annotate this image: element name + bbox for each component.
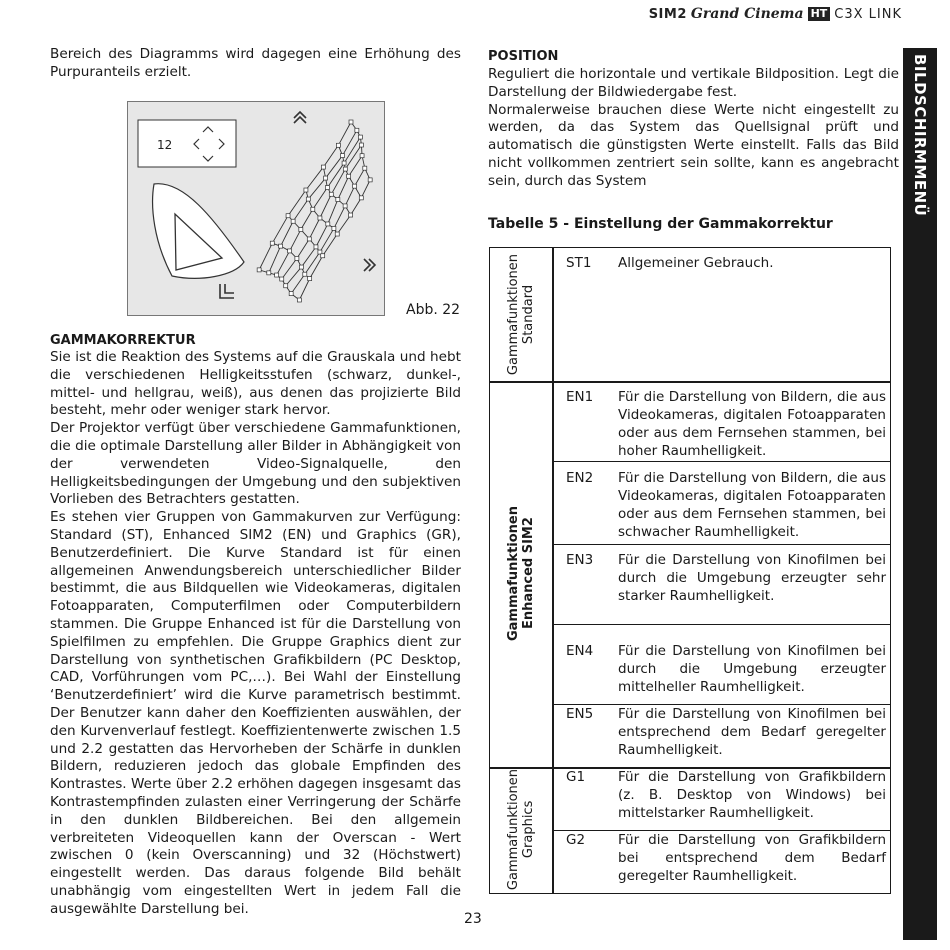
gamma-desc: Allgemeiner Gebrauch. — [618, 255, 774, 271]
warped-grid-icon — [257, 120, 372, 302]
grid-node — [343, 167, 347, 171]
grid-node — [275, 273, 279, 277]
grid-line — [293, 199, 308, 221]
grid-node — [303, 272, 307, 276]
grid-node — [363, 166, 367, 170]
gamma-desc: Für die Darstellung von Kinofilmen bei durch die Umgebung erzeugter mittelheller Raumhelligkeit. — [618, 643, 886, 695]
grid-line — [299, 279, 309, 300]
row-divider — [552, 544, 890, 545]
group-label-line: Gammafunktionen — [506, 769, 521, 891]
grid-node — [349, 120, 353, 124]
grid-node — [353, 184, 357, 188]
grid-line — [288, 190, 306, 216]
grid-node — [280, 277, 284, 281]
grid-node — [368, 178, 372, 182]
table-title: Tabelle 5 - Einstellung der Gammakorrektur — [488, 216, 833, 232]
gamma-code: G1 — [566, 769, 586, 785]
grid-node — [297, 298, 301, 302]
gamma-code: G2 — [566, 832, 586, 848]
gamma-table — [489, 247, 891, 894]
grid-node — [267, 271, 271, 275]
grid-node — [257, 268, 261, 272]
grid-node — [311, 207, 315, 211]
grid-line — [345, 186, 354, 206]
double-chevron-up-icon — [294, 112, 306, 123]
grid-line — [316, 224, 328, 247]
gamma-code: EN5 — [566, 706, 594, 722]
grid-node — [314, 245, 318, 249]
gamma-code: EN4 — [566, 643, 594, 659]
grid-node — [343, 204, 347, 208]
group-label-line: Gammafunktionen — [506, 253, 521, 376]
grid-line — [301, 209, 313, 229]
brand-grand-cinema: Grand Cinema — [690, 6, 804, 22]
grid-node — [284, 284, 288, 288]
row-divider — [552, 461, 890, 462]
grid-line — [355, 168, 365, 186]
grid-line — [326, 156, 343, 179]
grid-node — [299, 228, 303, 232]
grid-node — [289, 292, 293, 296]
page-number: 23 — [464, 911, 482, 927]
row-divider — [552, 624, 890, 625]
grid-node — [306, 197, 310, 201]
grid-line — [301, 247, 316, 267]
brand-ht: HT — [808, 7, 831, 21]
grid-line — [306, 167, 323, 190]
grid-node — [304, 188, 308, 192]
grid-node — [308, 277, 312, 281]
grid-node — [349, 213, 353, 217]
grid-line — [351, 198, 362, 215]
group-label-graphics — [490, 767, 552, 893]
position-body — [488, 66, 899, 191]
grid-line — [269, 246, 281, 273]
gamma-desc: Für die Darstellung von Bildern, die aus Videokameras, digitalen Fotoapparaten oder aus dem Fernsehen stammen, bei hoher Raumhelligkeit. — [618, 389, 886, 459]
grid-node — [359, 196, 363, 200]
gammakorrektur-heading: GAMMAKORREKTUR — [50, 333, 196, 348]
grid-line — [338, 122, 351, 145]
corner-bracket-icon — [220, 284, 234, 298]
grid-node — [347, 174, 351, 178]
gamma-code: EN3 — [566, 552, 594, 568]
group-label-line: Graphics — [521, 801, 536, 859]
figure-caption: Abb. 22 — [406, 302, 461, 318]
grid-node — [324, 176, 328, 180]
gamma-code: EN1 — [566, 389, 594, 405]
grid-line — [259, 243, 272, 270]
grid-node — [358, 135, 362, 139]
gamma-desc: Für die Darstellung von Bildern, die aus Videokameras, digitalen Fotoapparaten oder aus dem Fernsehen stammen, bei schwacher Raumhelligkeit. — [618, 470, 886, 540]
group-label-enhanced — [490, 381, 552, 767]
grid-node — [295, 256, 299, 260]
grid-line — [297, 239, 309, 258]
grid-node — [288, 249, 292, 253]
grid-line — [320, 194, 331, 218]
gammakorrektur-paragraphs: Sie ist die Reaktion des Systems auf die Grauskala und hebt die verschiedenen Helligkeitsstufen (schwarz, dunkel-, mittel- und hellgrau, weiß), aus denen das projizierte Bild besteht, mehr oder weniger stark hervor. Der Projektor verfügt über verschiedene Gammafunktionen, die die optimale Darstellung aller Bilder in Abhängigkeit von der verwendeten Video-Signalquelle, den Helligkeitsbedingungen der Umgebung und den subjektiven Vorlieben des Betrachters gestatten. Es stehen vier Gruppen von Gammakurven zur Verfügung: Standard (ST), Enhanced SIM2 (EN) und Graphics (GR), Benutzerdefiniert. Die Kurve Standard ist für einen allgemeinen Anwendungsbereich unterschiedlicher Bilder bestimmt, die aus Bildquellen wie Videokameras, digitalen Fotoapparaten, Computerfilmen oder Computerbildern stammen. Die Gruppe Enhanced ist für die Darstellung von Spielfilmen zu empfehlen. Die Gruppe Graphics dient zur Darstellung von synthetischen Grafikbildern (PC Desktop, CAD, Vorführungen vom PC,…). Bei Wahl der Einstellung ‘Benutzerdefiniert’ wird die Kurve parametrisch bestimmt. Der Benutzer kann daher den Koeffizienten auswählen, der den Kurvenverlauf festlegt. Koeffizientenwerte zwischen 1.5 und 2.2 gestatten das Hervorheben der Schärfe in dunklen Bildern, reduzieren jedoch das globale Empfinden des Kontrastes. Werte über 2.2 erhöhen dagegen insgesamt das Kontrastempfinden zulasten einer Verringerung der Schärfe in den dunklen Bildbereichen. Bei den allgemein verbreiteten Videoquellen kann der Overscan - Wert zwischen 0 (kein Overscanning) und 32 (Höchstwert) eingestellt werden. Das daraus folgende Bild behält unabhängig vom eingestellten Wert in jedem Fall die ausgewählte Darstellung bei. — [50, 349, 461, 917]
grid-node — [360, 154, 364, 158]
grid-line — [323, 234, 338, 256]
group-label-standard — [490, 248, 552, 381]
grid-node — [325, 186, 329, 190]
grid-node — [335, 232, 339, 236]
value-readout: 12 — [157, 138, 173, 152]
group-label-line: Standard — [521, 284, 536, 345]
gammakorrektur-body — [50, 349, 461, 919]
grid-line — [310, 256, 323, 279]
group-label-line: Enhanced SIM2 — [521, 518, 536, 630]
brand-header — [649, 6, 902, 22]
grid-node — [279, 244, 283, 248]
grid-node — [336, 143, 340, 147]
position-heading: POSITION — [488, 49, 559, 64]
column-divider — [552, 248, 554, 893]
grid-node — [336, 198, 340, 202]
grid-node — [355, 128, 359, 132]
grid-line — [328, 200, 338, 224]
brand-sim2: SIM2 — [648, 6, 687, 22]
grid-line — [308, 178, 325, 199]
intro-paragraph: Bereich des Diagramms wird dagegen eine Erhöhung des Purpuranteils erzielt. — [50, 46, 461, 80]
grid-line — [361, 180, 370, 198]
grid-node — [291, 219, 295, 223]
grid-line — [309, 218, 320, 239]
grid-node — [299, 265, 303, 269]
gamma-desc: Für die Darstellung von Grafikbildern bei entsprechend dem Bedarf geregelter Raumhelligkeit. — [618, 832, 886, 884]
grid-node — [286, 214, 290, 218]
brand-model: C3X LINK — [834, 6, 902, 22]
grid-line — [320, 228, 334, 252]
grid-line — [290, 230, 301, 251]
grid-node — [270, 241, 274, 245]
gamma-code: ST1 — [566, 255, 592, 271]
figure-gamma-diagram — [127, 101, 385, 316]
grid-line — [331, 169, 345, 194]
gamma-desc: Für die Darstellung von Grafikbildern (z. B. Desktop von Windows) bei mittelstarker Raumhelligkeit. — [618, 769, 886, 821]
double-chevron-right-icon — [364, 259, 375, 271]
grid-node — [342, 161, 346, 165]
side-tab-label: BILDSCHIRMMENÜ — [911, 54, 929, 217]
grid-node — [321, 165, 325, 169]
group-label-line: Gammafunktionen — [506, 506, 521, 642]
grid-line — [349, 156, 362, 177]
figure-drawing — [128, 102, 384, 315]
grid-node — [326, 222, 330, 226]
grid-node — [332, 226, 336, 230]
value-box — [138, 120, 236, 167]
grid-node — [329, 192, 333, 196]
gamma-desc: Für die Darstellung von Kinofilmen bei durch die Umgebung erzeugter sehr starker Raumhelligkeit. — [618, 552, 886, 604]
grid-line — [305, 252, 320, 274]
gamma-code: EN2 — [566, 470, 594, 486]
grid-node — [307, 237, 311, 241]
section-side-tab — [903, 48, 937, 940]
grid-node — [321, 254, 325, 258]
grid-node — [340, 154, 344, 158]
position-paragraphs: Reguliert die horizontale und vertikale Bildposition. Legt die Darstellung der Bildwiedergabe fest. Normalerweise brauchen diese Werte nicht eingestellt zu werden, da das System das Quellsignal prüft und automatisch die günstigsten Werte einstellt. Falls das Bild nicht vollkommen zentriert sein sollte, kann es angebracht sein, durch das System — [488, 66, 899, 189]
grid-node — [318, 216, 322, 220]
gamma-desc: Für die Darstellung von Kinofilmen bei entsprechend dem Bedarf geregelter Raumhelligkeit. — [618, 706, 886, 758]
grid-line — [272, 216, 288, 243]
grid-node — [359, 143, 363, 147]
